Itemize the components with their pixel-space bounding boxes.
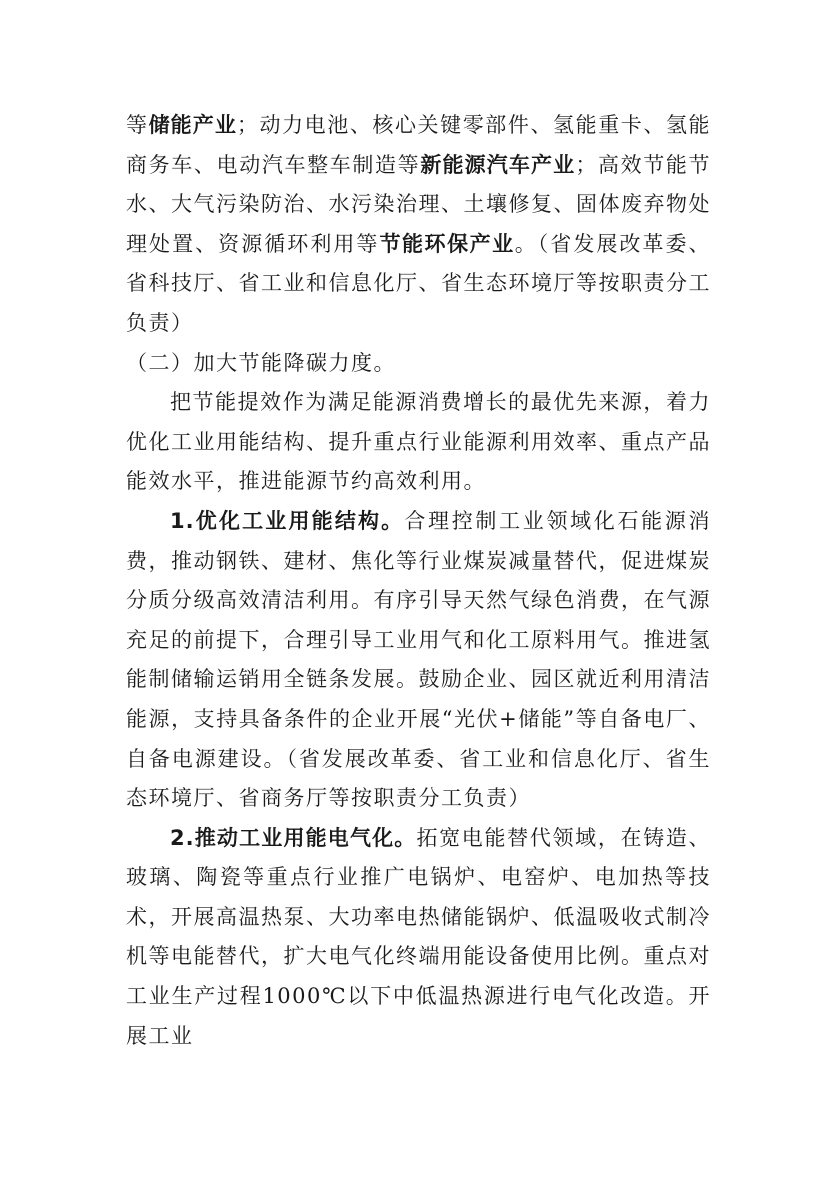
text-run: 。（省发展改革委、省科技厅、省工业和信息化厅、省生态环境厅等按职责分工负责） [126,231,712,335]
paragraph-industries [126,106,711,344]
paragraph-intro: 把节能提效作为满足能源消费增长的最优先来源，着力优化工业用能结构、提升重点行业能源利用效率、重点产品能效水平，推进能源节约高效利用。 [126,390,711,494]
item-1-title: 1.优化工业用能结构。 [170,508,405,533]
text-run: 等 [126,113,149,137]
text-run: ；高效节能节水、大气污染防治、水污染治理、土壤修复、固体废弃物处理处置、资源循环利用等 [126,152,712,256]
text-run: ；动力电池、核心关键零部件、氢能重卡、氢能商务车、电动汽车整车制造等 [126,113,712,177]
section-heading: （二）加大节能降碳力度。 [126,350,396,375]
item-1-body: 合理控制工业领域化石能源消费，推动钢铁、建材、焦化等行业煤炭减量替代，促进煤炭分质分级高效清洁利用。有序引导天然气绿色消费，在气源充足的前提下，合理引导工业用气和化工原料用气。推进氢能制储输运销用全链条发展。鼓励企业、园区就近利用清洁能源，支持具备条件的企业开展“光伏+储能”等自备电厂、自备电源建设。（省发展改革委、省工业和信息化厅、省生态环境厅、省商务厅等按职责分工负责） [126,508,712,811]
item-2-body: 拓宽电能替代领域，在铸造、玻璃、陶瓷等重点行业推广电锅炉、电窑炉、电加热等技术，开展高温热泵、大功率电热储能锅炉、低温吸收式制冷机等电能替代，扩大电气化终端用能设备使用比例。重点对工业生产过程1000℃以下中低温热源进行电气化改造。开展工业 [126,825,712,1048]
item-2-title: 2.推动工业用能电气化。 [170,825,417,850]
bold-term-new-energy-vehicles: 新能源汽车产业 [420,152,576,177]
bold-term-energy-saving: 节能环保产业 [379,231,515,256]
paragraph-item-2 [126,819,711,1057]
bold-term-energy-storage: 储能产业 [148,113,237,137]
paragraph-item-1 [126,502,711,819]
document-body [126,106,711,1056]
